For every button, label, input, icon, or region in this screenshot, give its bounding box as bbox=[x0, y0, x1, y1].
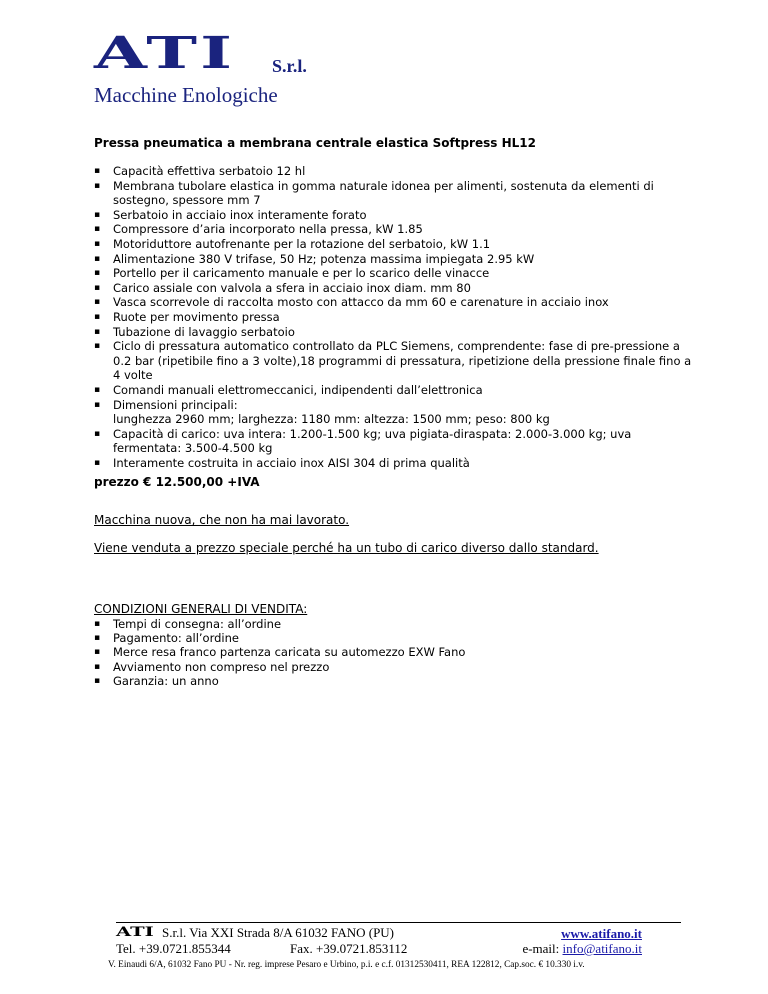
spec-item: ▪ Alimentazione 380 V trifase, 50 Hz; potenza massima impiegata 2.95 kW bbox=[94, 252, 694, 267]
note-new-machine: Macchina nuova, che non ha mai lavorato. bbox=[94, 513, 350, 527]
spec-item: ▪ Capacità di carico: uva intera: 1.200-1.500 kg; uva pigiata-diraspata: 2.000-3.000 kg; uva fermentata: 3.500-4.500 kg bbox=[94, 427, 694, 456]
spec-item: ▪ Ciclo di pressatura automatico controllato da PLC Siemens, comprendente: fase di pre-pressione a 0.2 bar (ripetibile fino a 3 volte),18 programmi di pressatura, ripetizione della pressione finale fino a 4 volte bbox=[94, 339, 694, 383]
email-label: e-mail: bbox=[522, 941, 563, 956]
terms-item: ▪ Tempi di consegna: all’ordine bbox=[94, 617, 465, 631]
website-link[interactable]: www.atifano.it bbox=[561, 926, 642, 941]
spec-item: ▪ Carico assiale con valvola a sfera in acciaio inox diam. mm 80 bbox=[94, 281, 694, 296]
footer-legal: V. Einaudi 6/A, 61032 Fano PU - Nr. reg. imprese Pesaro e Urbino, p.i. e c.f. 01312530411, REA 122812, Cap.soc. € 10.330 i.v. bbox=[108, 960, 585, 970]
footer-phone: Tel. +39.0721.855344 bbox=[116, 941, 231, 956]
footer-email bbox=[522, 941, 642, 957]
spec-item: ▪ Interamente costruita in acciaio inox AISI 304 di prima qualità bbox=[94, 456, 694, 471]
terms-item: ▪ Garanzia: un anno bbox=[94, 674, 465, 688]
spec-item-dimensions bbox=[94, 398, 694, 427]
note-special-price: Viene venduta a prezzo speciale perché ha un tubo di carico diverso dallo standard. bbox=[94, 541, 599, 555]
spec-list bbox=[94, 164, 694, 470]
footer-address: S.r.l. Via XXI Strada 8/A 61032 FANO (PU) bbox=[162, 925, 395, 940]
spec-item: ▪ Capacità effettiva serbatoio 12 hl bbox=[94, 164, 694, 179]
terms-heading: CONDIZIONI GENERALI DI VENDITA: bbox=[94, 602, 308, 616]
terms-item: ▪ Pagamento: all’ordine bbox=[94, 631, 465, 645]
spec-item: ▪ Serbatoio in acciaio inox interamente forato bbox=[94, 208, 694, 223]
spec-item: ▪ Compressore d’aria incorporato nella pressa, kW 1.85 bbox=[94, 222, 694, 237]
spec-item: ▪ Membrana tubolare elastica in gomma naturale idonea per alimenti, sostenuta da elementi di sostegno, spessore mm 7 bbox=[94, 179, 694, 208]
email-link[interactable]: info@atifano.it bbox=[562, 941, 642, 956]
product-title: Pressa pneumatica a membrana centrale elastica Softpress HL12 bbox=[94, 136, 536, 150]
spec-item: ▪ Vasca scorrevole di raccolta mosto con attacco da mm 60 e carenature in acciaio inox bbox=[94, 295, 694, 310]
terms-item: ▪ Merce resa franco partenza caricata su automezzo EXW Fano bbox=[94, 645, 465, 659]
footer-fax: Fax. +39.0721.853112 bbox=[290, 941, 408, 956]
terms-list bbox=[94, 617, 465, 688]
company-logo bbox=[94, 28, 307, 79]
footer-logo: ATI bbox=[116, 925, 154, 940]
logo-wordmark: ATI bbox=[94, 28, 236, 79]
spec-item: ▪ Ruote per movimento pressa bbox=[94, 310, 694, 325]
dimensions-detail: lunghezza 2960 mm; larghezza: 1180 mm: altezza: 1500 mm; peso: 800 kg bbox=[113, 412, 550, 427]
price: prezzo € 12.500,00 +IVA bbox=[94, 475, 260, 489]
spec-item: ▪ Portello per il caricamento manuale e per lo scarico delle vinacce bbox=[94, 266, 694, 281]
dimensions-label: Dimensioni principali: bbox=[113, 397, 238, 412]
terms-item: ▪ Avviamento non compreso nel prezzo bbox=[94, 660, 465, 674]
logo-suffix: S.r.l. bbox=[272, 56, 307, 76]
company-tagline: Macchine Enologiche bbox=[94, 83, 278, 107]
spec-item: ▪ Motoriduttore autofrenante per la rotazione del serbatoio, kW 1.1 bbox=[94, 237, 694, 252]
spec-item: ▪ Comandi manuali elettromeccanici, indipendenti dall’elettronica bbox=[94, 383, 694, 398]
footer-divider bbox=[116, 922, 681, 923]
spec-item: ▪ Tubazione di lavaggio serbatoio bbox=[94, 325, 694, 340]
